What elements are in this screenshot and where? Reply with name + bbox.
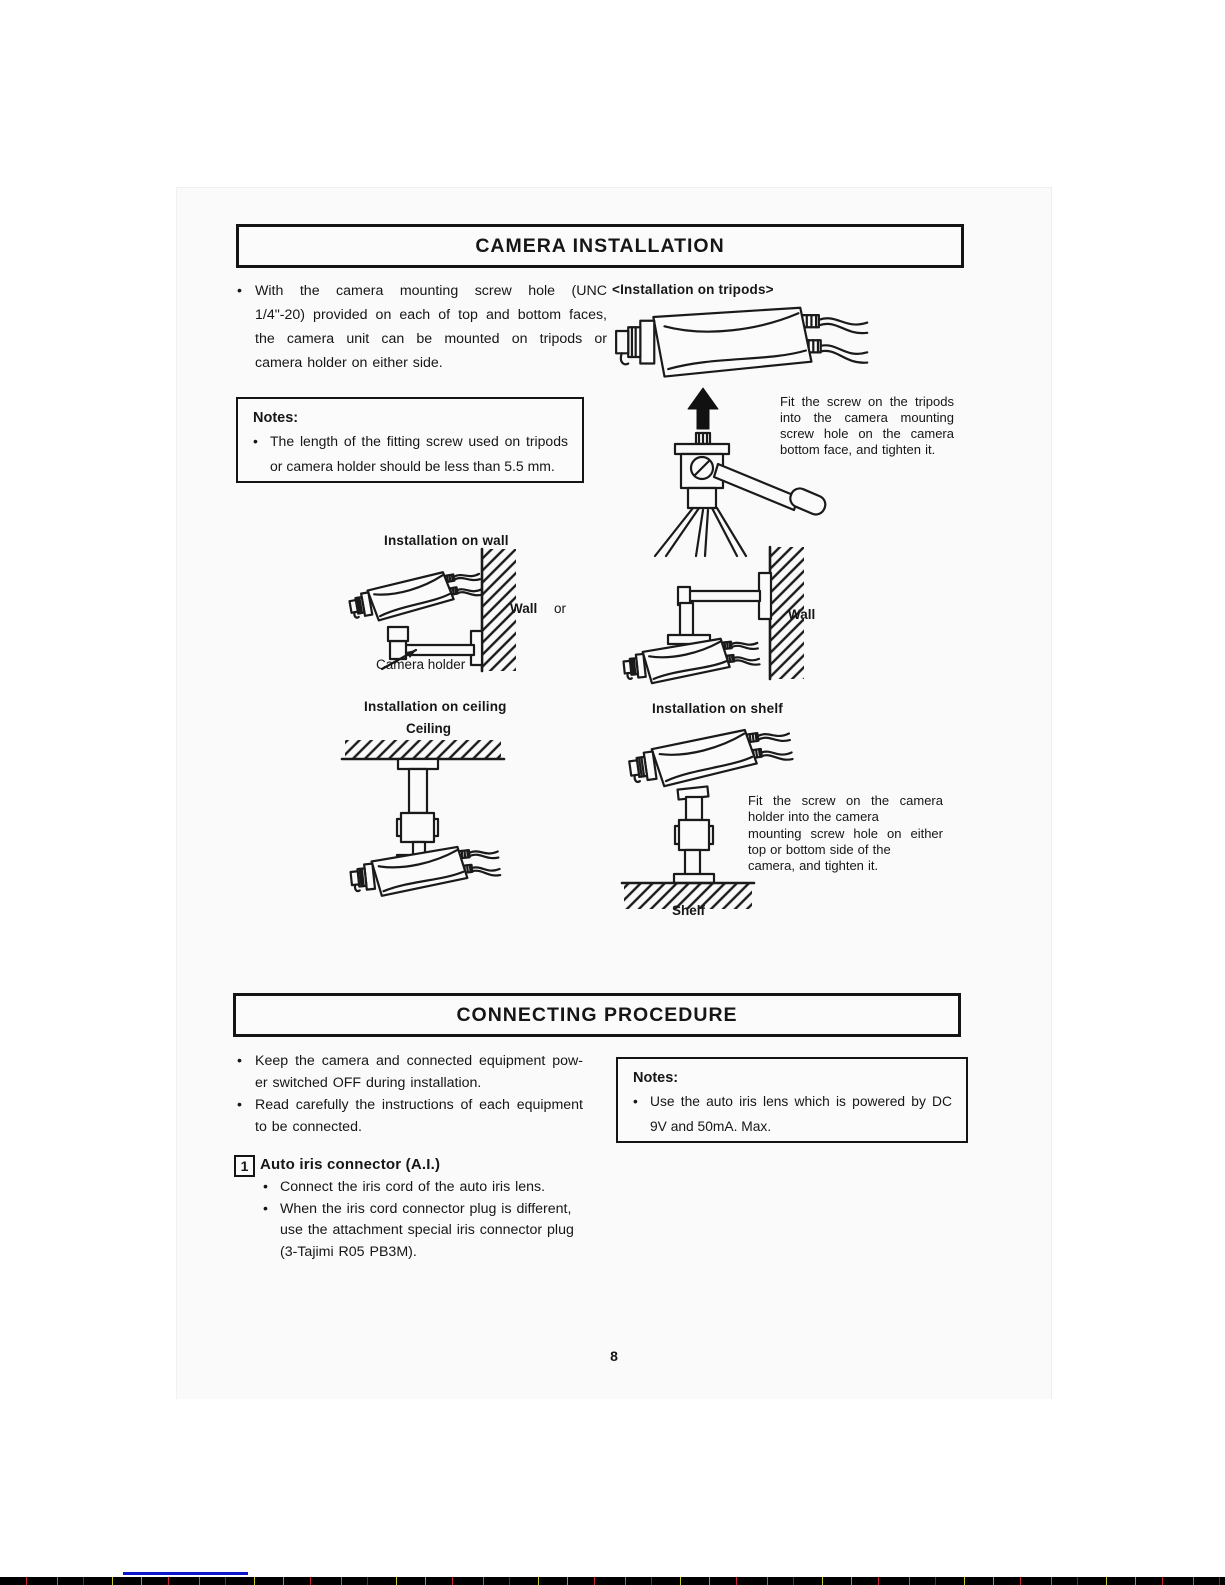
intro-line: 1/4"-20) provided on each of top and bottom faces, xyxy=(255,307,607,323)
step-index: 1 xyxy=(240,1158,249,1174)
bullet-line: Connect the iris cord of the auto iris lens. xyxy=(280,1179,546,1195)
bullet-glyph: • xyxy=(633,1094,638,1109)
section-title: CONNECTING PROCEDURE xyxy=(456,1003,738,1026)
auto-iris-bullets xyxy=(263,1177,581,1263)
bullet-line: Read carefully the instructions of each equipment xyxy=(255,1097,583,1113)
intro-line: With the camera mounting screw hole (UNC xyxy=(255,283,607,299)
section-title-box-camera-installation xyxy=(236,224,964,268)
wall-label-2: Wall xyxy=(788,607,816,622)
section-title: CAMERA INSTALLATION xyxy=(475,234,725,257)
intro-paragraph xyxy=(237,279,607,375)
wall-label-1: Wall xyxy=(510,601,538,616)
bullet-glyph: • xyxy=(263,1179,268,1195)
bullet-glyph: • xyxy=(253,433,258,449)
caption-installation-on-tripods: <Installation on tripods> xyxy=(612,282,774,297)
step-index-box xyxy=(234,1155,255,1177)
notes-line: 9V and 50mA. Max. xyxy=(650,1119,772,1134)
bullet-line: Keep the camera and connected equipment pow- xyxy=(255,1053,583,1069)
instr-line: into the camera mounting xyxy=(780,410,954,425)
bullet-glyph: • xyxy=(237,1053,242,1069)
instr-line: screw hole on the camera xyxy=(780,426,954,441)
caption-installation-on-ceiling: Installation on ceiling xyxy=(364,699,507,714)
ceiling-installation-diagram xyxy=(342,740,510,892)
list-item xyxy=(237,1050,583,1094)
tripod-instruction xyxy=(780,394,954,458)
notes-label: Notes: xyxy=(253,410,299,426)
bullet-glyph: • xyxy=(237,283,242,299)
bullet-glyph: • xyxy=(263,1200,268,1217)
instr-line: bottom face, and tighten it. xyxy=(780,442,936,457)
caption-installation-on-wall: Installation on wall xyxy=(384,533,509,548)
scan-edge-bar xyxy=(0,1577,1225,1585)
list-item xyxy=(237,1094,583,1138)
instr-line: camera, and tighten it. xyxy=(748,858,879,874)
instr-line: top or bottom side of the xyxy=(748,841,891,857)
bullet-line: use the attachment special iris connector plug xyxy=(280,1222,574,1238)
bullet-glyph: • xyxy=(237,1097,242,1113)
section-title-box-connecting-procedure xyxy=(233,993,961,1037)
instr-line: holder into the camera xyxy=(748,809,879,825)
bullet-line: er switched OFF during installation. xyxy=(255,1075,482,1091)
page-number: 8 xyxy=(610,1348,618,1364)
notes-label: Notes: xyxy=(633,1070,679,1086)
instr-line: Fit the screw on the tripods xyxy=(780,394,954,409)
bullet-line: When the iris cord connector plug is different, xyxy=(280,1200,572,1217)
ceiling-label: Ceiling xyxy=(406,721,452,736)
notes-box-installation xyxy=(236,397,584,483)
or-label: or xyxy=(554,601,567,616)
caption-installation-on-shelf: Installation on shelf xyxy=(652,701,783,716)
auto-iris-heading: Auto iris connector (A.I.) xyxy=(260,1156,441,1173)
blue-underline-artifact xyxy=(123,1572,248,1575)
notes-box-connecting xyxy=(616,1057,968,1143)
notes-line: Use the auto iris lens which is powered by DC xyxy=(650,1094,952,1109)
shelf-instruction xyxy=(748,793,943,874)
instr-line: mounting screw hole on either xyxy=(748,825,943,841)
bullet-line: to be connected. xyxy=(255,1119,362,1135)
shelf-label: Shelf xyxy=(672,903,706,918)
intro-line: the camera unit can be mounted on tripods or xyxy=(255,331,607,347)
notes-line: The length of the fitting screw used on tripods xyxy=(270,433,568,449)
instr-line: Fit the screw on the camera xyxy=(748,793,943,808)
camera-holder-label: Camera holder xyxy=(376,657,466,672)
list-item xyxy=(263,1177,581,1199)
list-item xyxy=(263,1199,581,1264)
connecting-bullets xyxy=(237,1050,583,1138)
bullet-line: (3-Tajimi R05 PB3M). xyxy=(280,1243,417,1260)
notes-line: or camera holder should be less than 5.5 mm. xyxy=(270,458,555,474)
intro-line: camera holder on either side. xyxy=(255,355,443,371)
